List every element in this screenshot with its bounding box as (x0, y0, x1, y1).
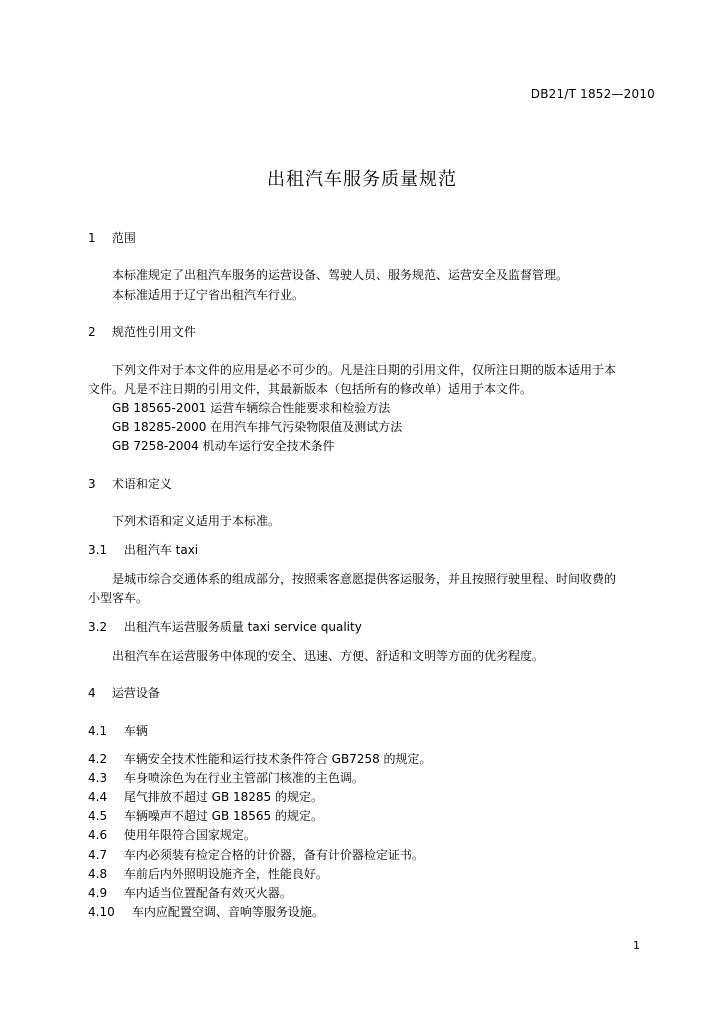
term-title: 出租汽车 taxi (123, 543, 199, 557)
section-number: 4 (88, 686, 96, 700)
term-definition: 是城市综合交通体系的组成部分，按照乘客意愿提供客运服务，并且按照行驶里程、时间收费的 (112, 572, 617, 586)
term-definition-continuation: 小型客车。 (88, 591, 149, 605)
clause-text: 车辆安全技术性能和运行技术条件符合 GB7258 的规定。 (123, 752, 432, 766)
reference-item: GB 18565-2001 运营车辆综合性能要求和检验方法 (112, 401, 391, 415)
reference-item: GB 7258-2004 机动车运行安全技术条件 (112, 439, 335, 453)
paragraph: 下列文件对于本文件的应用是必不可少的。凡是注日期的引用文件，仅所注日期的版本适用于本 (112, 363, 617, 377)
clause-item (88, 846, 658, 864)
clause-number: 4.8 (88, 867, 108, 881)
paragraph: 下列术语和定义适用于本标准。 (112, 514, 281, 528)
clause-item (88, 750, 658, 768)
section-number: 2 (88, 325, 96, 339)
section-title: 术语和定义 (111, 477, 172, 491)
paragraph: 本标准适用于辽宁省出租汽车行业。 (112, 288, 305, 302)
page-number: 1 (633, 939, 640, 952)
term-definition: 出租汽车在运营服务中体现的安全、迅速、方便、舒适和文明等方面的优劣程度。 (112, 649, 545, 663)
clause-number: 4.5 (88, 809, 108, 823)
clause-number: 4.7 (88, 848, 108, 862)
clause-item (88, 903, 658, 921)
clause-text: 车内应配置空调、音响等服务设施。 (131, 905, 324, 919)
clause-number: 4.9 (88, 886, 108, 900)
clause-text: 尾气排放不超过 GB 18285 的规定。 (123, 790, 323, 804)
term-title: 出租汽车运营服务质量 taxi service quality (123, 620, 362, 634)
clause-text: 车内必须装有检定合格的计价器，备有计价器检定证书。 (123, 848, 424, 862)
term-heading-3-2 (88, 618, 658, 636)
clause-number: 4.10 (88, 905, 115, 919)
clause-item (88, 865, 658, 883)
clause-text: 车前后内外照明设施齐全，性能良好。 (123, 867, 328, 881)
section-title: 范围 (111, 231, 136, 245)
term-heading-3-1 (88, 541, 658, 559)
clause-text: 车身喷涂色为在行业主管部门核准的主色调。 (123, 771, 364, 785)
section-heading-2 (88, 323, 658, 341)
clause-item (88, 807, 658, 825)
section-title: 运营设备 (111, 686, 160, 700)
standard-code: DB21/T 1852—2010 (530, 87, 655, 101)
clause-text: 使用年限符合国家规定。 (123, 828, 256, 842)
section-title: 规范性引用文件 (111, 325, 196, 339)
clause-item (88, 826, 658, 844)
clause-number: 4.2 (88, 752, 108, 766)
section-number: 1 (88, 231, 96, 245)
clause-item (88, 788, 658, 806)
clause-text: 车辆 (123, 724, 148, 738)
section-heading-4 (88, 684, 658, 702)
term-number: 3.2 (88, 620, 108, 634)
clause-number: 4.6 (88, 828, 108, 842)
clause-item (88, 769, 658, 787)
section-heading-3 (88, 475, 658, 493)
document-title: 出租汽车服务质量规范 (267, 169, 457, 190)
clause-text: 车内适当位置配备有效灭火器。 (123, 886, 292, 900)
clause-number: 4.3 (88, 771, 108, 785)
clause-number: 4.4 (88, 790, 108, 804)
clause-item (88, 884, 658, 902)
section-heading-1 (88, 229, 658, 247)
term-number: 3.1 (88, 543, 108, 557)
paragraph-continuation: 文件。凡是不注日期的引用文件，其最新版本（包括所有的修改单）适用于本文件。 (88, 382, 533, 396)
clause-number: 4.1 (88, 724, 108, 738)
paragraph: 本标准规定了出租汽车服务的运营设备、驾驶人员、服务规范、运营安全及监督管理。 (112, 268, 569, 282)
section-number: 3 (88, 477, 96, 491)
clause-text: 车辆噪声不超过 GB 18565 的规定。 (123, 809, 323, 823)
clause-4-1 (88, 722, 658, 740)
reference-item: GB 18285-2000 在用汽车排气污染物限值及测试方法 (112, 420, 403, 434)
